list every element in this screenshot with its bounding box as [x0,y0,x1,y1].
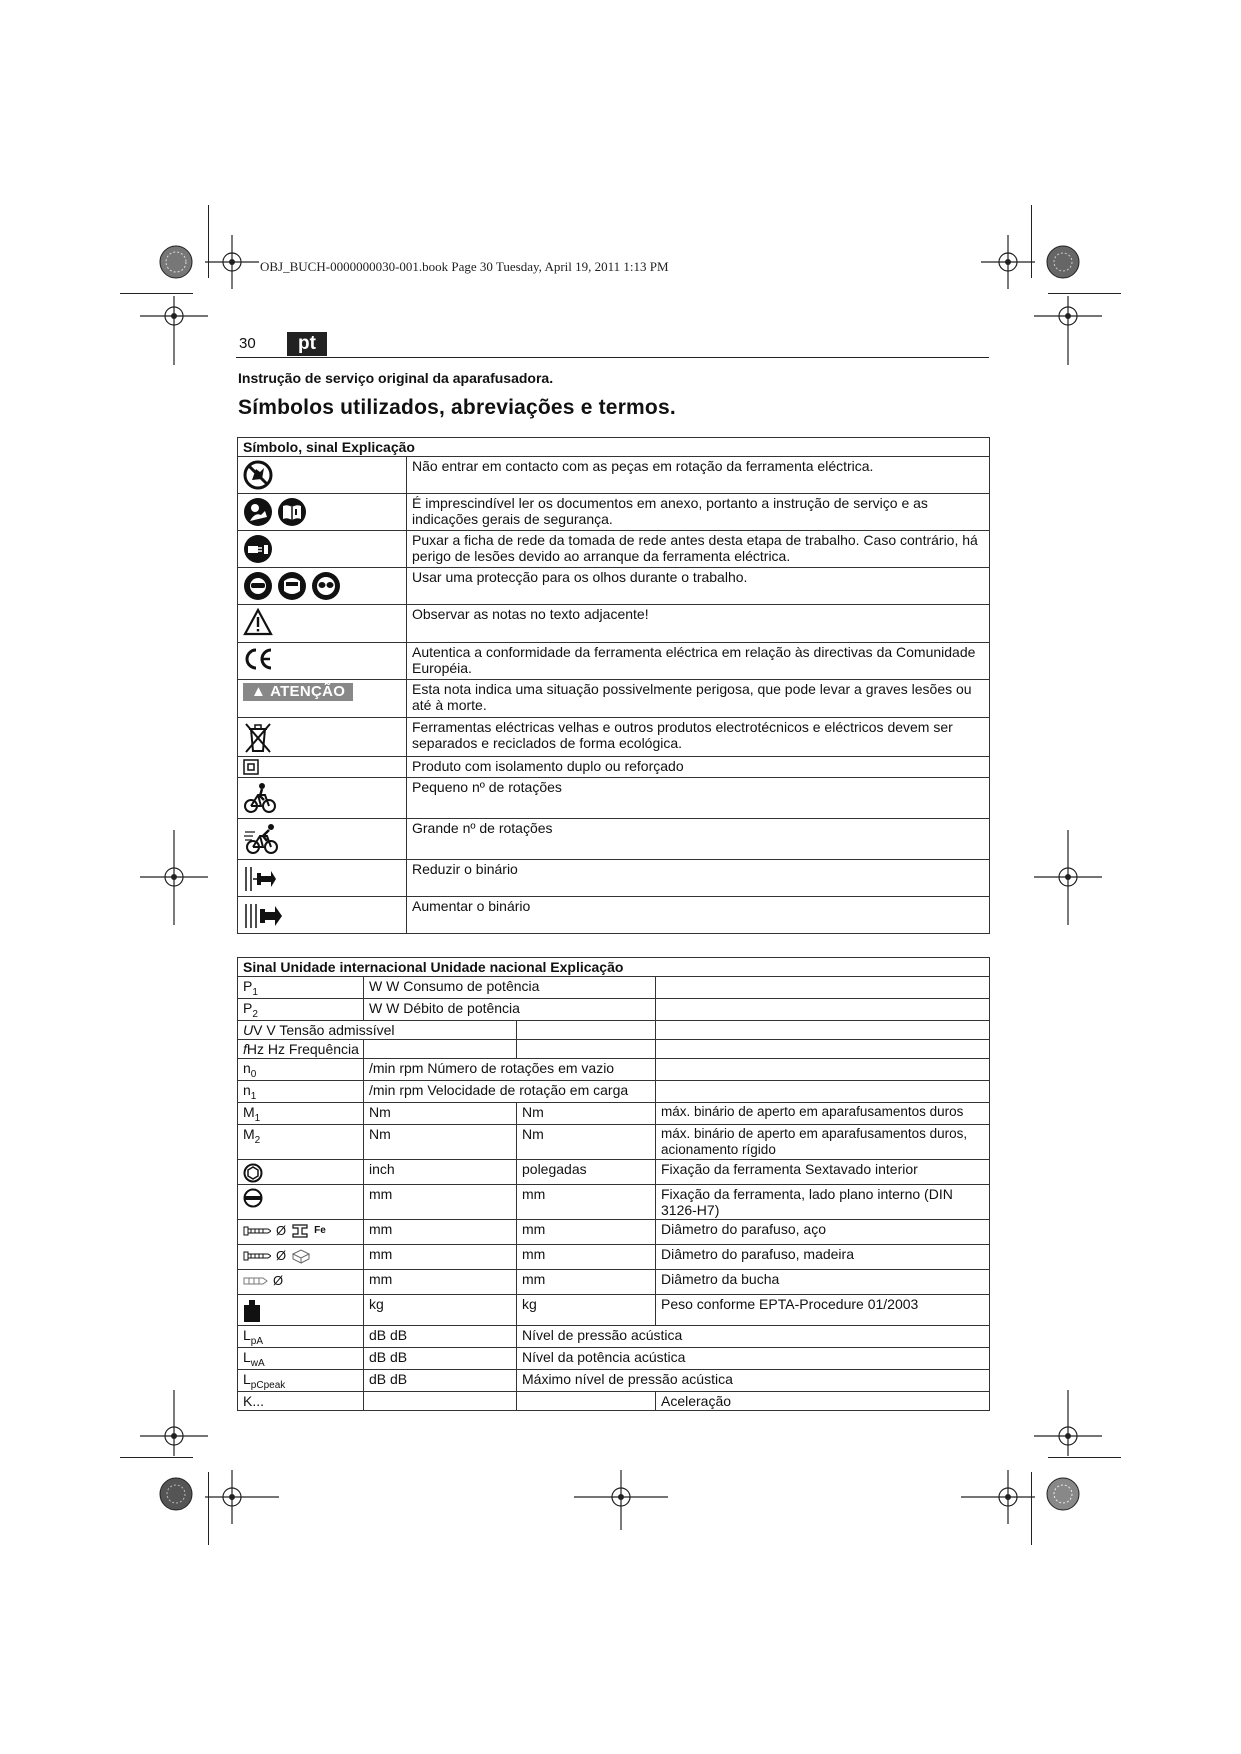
table-cell: máx. binário de aperto em aparafusamentos duros [656,1103,990,1125]
eye-protection-icon [243,571,273,601]
bicycle-fast-icon [243,822,283,856]
table-row [238,643,990,680]
table-cell: Aumentar o binário [407,897,990,934]
table-cell: Aceleração [656,1392,990,1411]
table-row [238,999,990,1021]
caution-triangle-icon: ▲ [251,683,267,700]
table-row [238,568,990,605]
units-table-header: Sinal Unidade internacional Unidade nacional Explicação [238,958,990,977]
table-cell [517,1021,656,1040]
diameter-symbol: Ø [276,1223,287,1238]
bicycle-slow-icon [243,781,277,815]
table-row [238,778,990,819]
table-cell: /min rpm Número de rotações em vazio [364,1059,656,1081]
table-row [238,531,990,568]
table-row [238,1021,990,1040]
table-header-row [238,438,990,457]
units-table [237,957,990,1411]
table-cell: É imprescindível ler os documentos em anexo, portanto a instrução de serviço e as indicações gerais de segurança. [407,494,990,531]
symbol-cell: fHz Hz Frequência [238,1040,364,1059]
table-cell: mm [364,1245,517,1270]
table-cell: Autentica a conformidade da ferramenta eléctrica em relação às directivas da Comunidade Européia. [407,643,990,680]
table-row [238,1326,990,1348]
symbol-cell: $L_{pA}$ [238,1326,364,1348]
flat-shank-icon [243,1188,263,1208]
table-cell: Usar uma protecção para os olhos durante o trabalho. [407,568,990,605]
weee-bin-icon [243,721,273,755]
table-cell: Pequeno nº de rotações [407,778,990,819]
diameter-symbol: Ø [273,1273,284,1288]
symbol-cell: $M_1$ [238,1103,364,1125]
table-cell [656,999,990,1021]
no-touch-rotating-icon [243,460,273,490]
table-cell [364,1392,517,1411]
table-row [238,897,990,934]
table-cell: Grande nº de rotações [407,819,990,860]
table-cell: Reduzir o binário [407,860,990,897]
table-cell: Fixação da ferramenta Sextavado interior [656,1160,990,1185]
goggles-icon [311,571,341,601]
table-row [238,1103,990,1125]
table-cell: Produto com isolamento duplo ou reforçado [407,757,990,778]
symbol-cell [238,1295,364,1326]
symbol-cell: $n_1$ [238,1081,364,1103]
face-shield-icon [277,571,307,601]
table-cell [656,1040,990,1059]
screw-steel-icon [243,1225,271,1237]
symbols-table-header: Símbolo, sinal Explicação [238,438,990,457]
table-row [238,1185,990,1220]
steel-beam-icon [291,1223,309,1239]
table-row [238,494,990,531]
table-header-row [238,958,990,977]
table-row [238,1370,990,1392]
symbol-cell [238,1185,364,1220]
wood-block-icon [291,1248,311,1264]
doc-subtitle: Instrução de serviço original da aparafusadora. [238,370,554,386]
caution-label: ▲ ATENÇÃO [243,683,353,701]
table-cell: Máximo nível de pressão acústica [517,1370,990,1392]
table-cell: Ferramentas eléctricas velhas e outros produtos electrotécnicos e eléctricos devem ser separados e reciclados de forma ecológica. [407,718,990,757]
table-cell [656,1081,990,1103]
symbols-table [237,437,990,934]
table-cell: mm [517,1245,656,1270]
table-row [238,1295,990,1326]
table-cell: Nível da potência acústica [517,1348,990,1370]
table-cell: Nm [517,1125,656,1160]
table-cell: Diâmetro do parafuso, aço [656,1220,990,1245]
table-row [238,757,990,778]
warning-triangle-icon [243,608,273,636]
table-row [238,457,990,494]
table-row [238,1160,990,1185]
table-cell: mm [517,1220,656,1245]
double-insulation-icon [243,759,259,775]
torque-increase-icon [243,900,283,930]
symbol-cell: UV V Tensão admissível [238,1021,517,1040]
table-cell: Nm [517,1103,656,1125]
table-row [238,1220,990,1245]
table-row [238,819,990,860]
table-cell [656,1021,990,1040]
table-row [238,1270,990,1295]
table-cell: inch [364,1160,517,1185]
table-cell: kg [364,1295,517,1326]
symbol-cell: K... [238,1392,364,1411]
table-cell: Diâmetro da bucha [656,1270,990,1295]
table-cell: mm [517,1185,656,1220]
table-cell: mm [364,1220,517,1245]
symbol-cell [238,1270,364,1295]
table-cell: dB dB [364,1326,517,1348]
table-cell: Fixação da ferramenta, lado plano interno (DIN 3126-H7) [656,1185,990,1220]
doc-title: Símbolos utilizados, abreviações e termos. [238,396,676,419]
table-cell: mm [364,1270,517,1295]
table-row [238,1040,990,1059]
table-cell [517,1392,656,1411]
table-cell: W W Débito de potência [364,999,656,1021]
book-header-line: OBJ_BUCH-0000000030-001.book Page 30 Tuesday, April 19, 2011 1:13 PM [260,259,669,274]
table-cell: Diâmetro do parafuso, madeira [656,1245,990,1270]
symbol-cell: $L_{pCpeak}$ [238,1370,364,1392]
unplug-icon [243,534,273,564]
torque-reduce-icon [243,863,277,893]
symbol-cell [238,1245,364,1270]
table-cell: Observar as notas no texto adjacente! [407,605,990,643]
symbol-cell [238,1160,364,1185]
table-cell: Não entrar em contacto com as peças em rotação da ferramenta eléctrica. [407,457,990,494]
table-cell: Esta nota indica uma situação possivelmente perigosa, que pode levar a graves lesões ou até à morte. [407,680,990,718]
table-cell: mm [517,1270,656,1295]
table-cell: Nm [364,1125,517,1160]
hex-socket-icon [243,1163,263,1183]
table-row [238,718,990,757]
table-row [238,1245,990,1270]
table-cell: /min rpm Velocidade de rotação em carga [364,1081,656,1103]
manual-book-icon [277,497,307,527]
fe-label: Fe [314,1225,326,1236]
table-cell: kg [517,1295,656,1326]
table-row [238,1392,990,1411]
table-cell: dB dB [364,1370,517,1392]
table-row [238,1059,990,1081]
screw-wood-icon [243,1250,271,1262]
header-rule [236,357,989,358]
symbol-cell: $P_1$ [238,977,364,999]
table-cell: dB dB [364,1348,517,1370]
table-cell [517,1040,656,1059]
anchor-diameter-icon [243,1275,269,1287]
table-cell: Nm [364,1103,517,1125]
read-manual-icon [243,497,273,527]
table-row [238,1081,990,1103]
table-cell [656,1059,990,1081]
table-cell: polegadas [517,1160,656,1185]
table-cell: W W Consumo de potência [364,977,656,999]
table-cell: Nível de pressão acústica [517,1326,990,1348]
page-number: 30 [239,335,256,352]
table-row [238,860,990,897]
table-row [238,605,990,643]
symbol-cell: $n_0$ [238,1059,364,1081]
symbol-cell: $P_2$ [238,999,364,1021]
table-cell: Puxar a ficha de rede da tomada de rede antes desta etapa de trabalho. Caso contrário, há perigo de lesões devido ao arranque da ferramenta eléctrica. [407,531,990,568]
table-row [238,680,990,718]
table-cell: máx. binário de aperto em aparafusamentos duros, acionamento rígido [656,1125,990,1160]
symbol-cell: $M_2$ [238,1125,364,1160]
table-row [238,1125,990,1160]
table-cell: Peso conforme EPTA-Procedure 01/2003 [656,1295,990,1326]
symbol-cell [238,1220,364,1245]
weight-icon [243,1299,261,1323]
table-cell: mm [364,1185,517,1220]
table-cell [656,977,990,999]
table-row [238,1348,990,1370]
ce-mark-icon [243,646,275,672]
diameter-symbol: Ø [276,1248,287,1263]
symbol-cell: $L_{wA}$ [238,1348,364,1370]
table-row [238,977,990,999]
language-badge: pt [287,332,327,356]
